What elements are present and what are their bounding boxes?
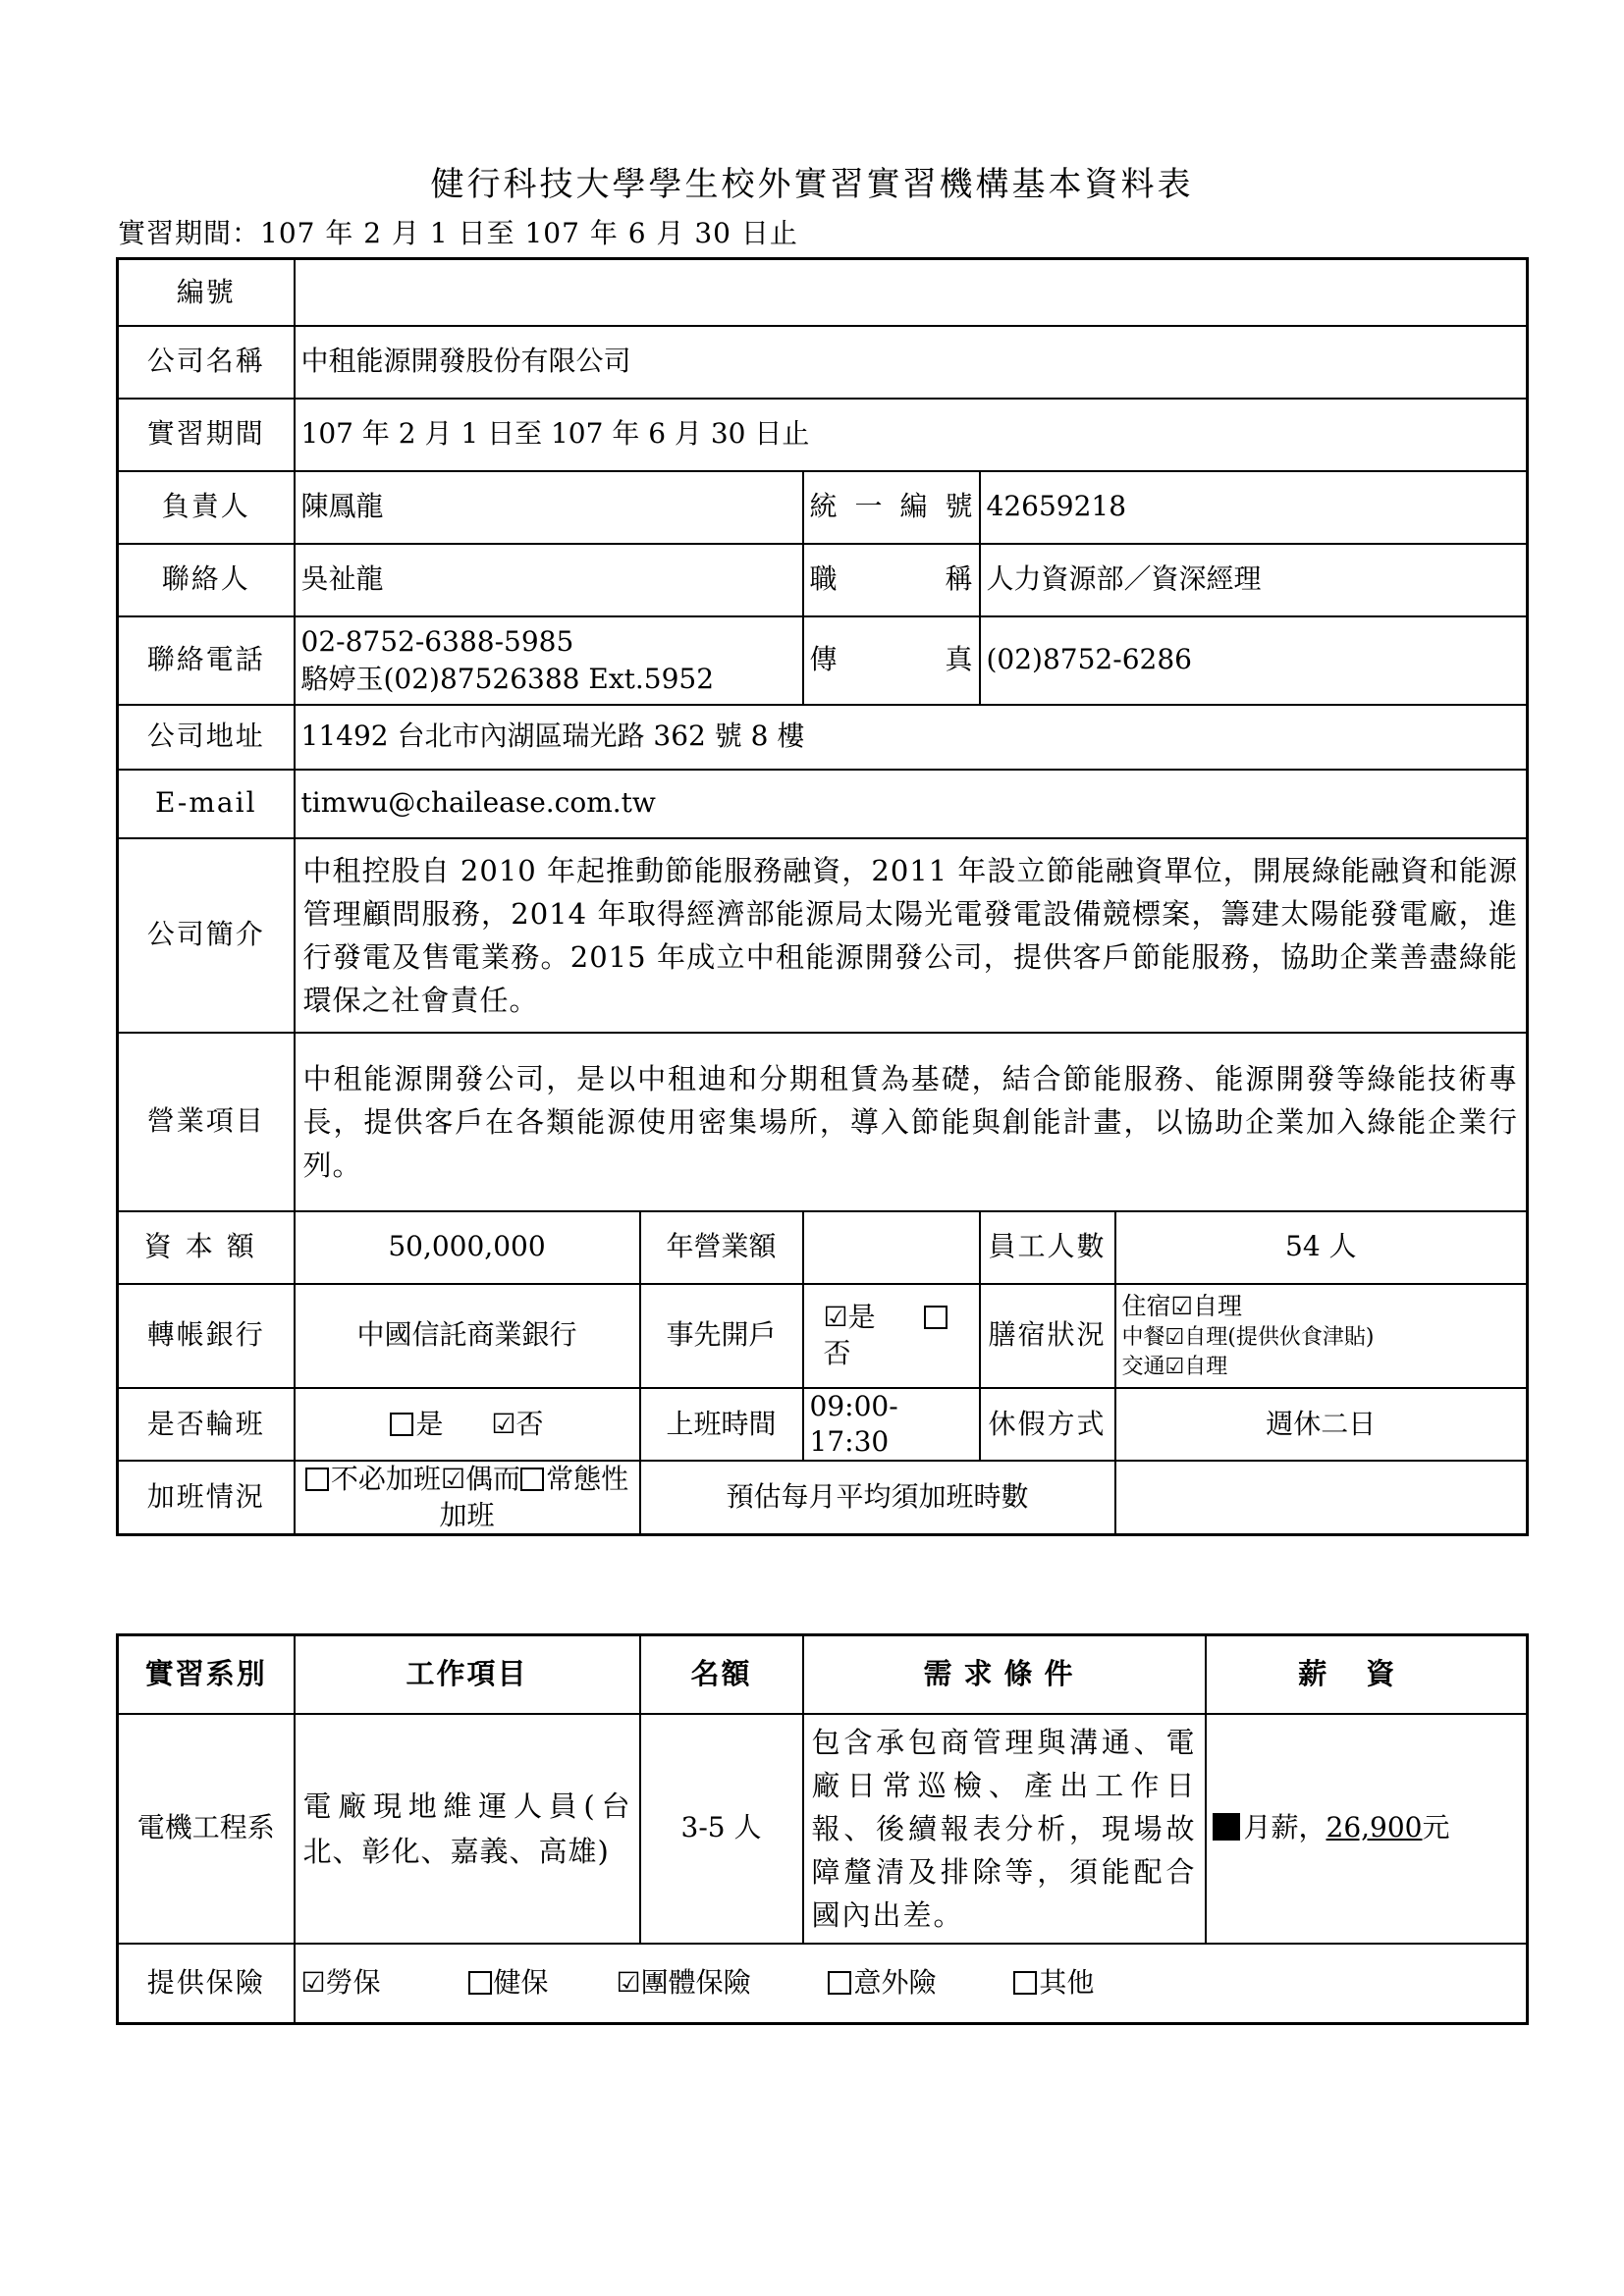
shift-options — [295, 1388, 640, 1462]
revenue-label: 年營業額 — [640, 1211, 803, 1284]
lodging-transport-option: 自理 — [1184, 1354, 1228, 1379]
overtime-hours-label: 預估每月平均須加班時數 — [640, 1461, 1115, 1534]
insurance-accident-checkbox[interactable] — [828, 1971, 851, 1995]
contact-value[interactable]: 吳祉龍 — [295, 544, 803, 616]
overtime-label: 加班情況 — [118, 1461, 295, 1534]
lodging-transport-checkbox-checked[interactable]: ☑ — [1164, 1354, 1185, 1379]
bank-value[interactable]: 中國信託商業銀行 — [295, 1284, 640, 1388]
period-value[interactable]: 107 年 2 月 1 日至 107 年 6 月 30 日止 — [295, 399, 1528, 471]
account-label: 事先開戶 — [640, 1284, 803, 1388]
company-info-table — [116, 257, 1529, 1536]
phone-line-2: 駱婷玉(02)87526388 Ext.5952 — [300, 662, 715, 695]
tax-id-label: 統一編號 — [803, 471, 980, 544]
job-quota[interactable]: 3-5 人 — [640, 1714, 803, 1944]
lodging-stay-option: 自理 — [1192, 1291, 1242, 1320]
leave-label: 休假方式 — [980, 1388, 1115, 1462]
page-title: 健行科技大學學生校外實習實習機構基本資料表 — [430, 165, 1194, 204]
overtime-regular-label: 常態性加班 — [439, 1463, 629, 1531]
phone-value[interactable] — [295, 616, 803, 705]
phone-label: 聯絡電話 — [118, 616, 295, 705]
insurance-other-checkbox[interactable] — [1013, 1971, 1037, 1995]
account-options — [803, 1284, 980, 1388]
job-dept[interactable]: 電機工程系 — [118, 1714, 295, 1944]
intro-value[interactable]: 中租控股自 2010 年起推動節能服務融資，2011 年設立節能融資單位，開展綠能融資和能源管理顧問服務，2014 年取得經濟部能源局太陽光電發電設備競標案，籌建太陽能發電廠，進行發電及售電業務。2015 年成立中租能源開發公司，提供客戶節能服務，協助企業善盡綠能環保之社會責任。 — [295, 838, 1528, 1033]
insurance-options — [295, 1944, 1528, 2024]
header-dept: 實習系別 — [118, 1635, 295, 1714]
job-requirement[interactable]: 包含承包商管理與溝通、電廠日常巡檢、產出工作日報、後續報表分析，現場故障釐清及排除等，須能配合國內出差。 — [803, 1714, 1206, 1944]
email-label: E-mail — [118, 770, 295, 838]
contact-label: 聯絡人 — [118, 544, 295, 616]
period-label: 實習期間 — [118, 399, 295, 471]
hours-label: 上班時間 — [640, 1388, 803, 1462]
insurance-label: 提供保險 — [118, 1944, 295, 2024]
lodging-lunch-option: 自理(提供伙食津貼) — [1184, 1324, 1375, 1350]
fax-value[interactable]: (02)8752-6286 — [980, 616, 1528, 705]
address-value[interactable]: 11492 台北市內湖區瑞光路 362 號 8 樓 — [295, 705, 1528, 770]
position-label: 職稱 — [803, 544, 980, 616]
lodging-stay-checkbox-checked[interactable]: ☑ — [1170, 1291, 1193, 1320]
overtime-hours-value[interactable] — [1115, 1461, 1528, 1534]
salary-unit: 元 — [1422, 1811, 1450, 1844]
insurance-other-label: 其他 — [1039, 1966, 1095, 2000]
insurance-group-checkbox-checked[interactable]: ☑ — [616, 1966, 641, 2000]
salary-amount: 26,900 — [1326, 1811, 1423, 1844]
lodging-transport-label: 交通 — [1121, 1354, 1165, 1379]
leave-value[interactable]: 週休二日 — [1115, 1388, 1528, 1462]
id-value[interactable] — [295, 259, 1528, 326]
capital-value[interactable]: 50,000,000 — [295, 1211, 640, 1284]
insurance-group-label: 團體保險 — [640, 1966, 751, 2000]
insurance-labor-checkbox-checked[interactable]: ☑ — [300, 1966, 326, 2000]
intro-label: 公司簡介 — [118, 838, 295, 1033]
overtime-none-label: 不必加班 — [330, 1463, 441, 1496]
salary-prefix: 月薪， — [1243, 1811, 1326, 1844]
insurance-labor-label: 勞保 — [325, 1966, 381, 2000]
owner-value[interactable]: 陳鳳龍 — [295, 471, 803, 544]
overtime-none-checkbox[interactable] — [305, 1468, 329, 1491]
revenue-value[interactable] — [803, 1211, 980, 1284]
shift-yes-label: 是 — [415, 1407, 444, 1440]
overtime-occasional-label: 偶而 — [465, 1463, 521, 1496]
shift-no-label: 否 — [515, 1407, 544, 1440]
staff-value[interactable]: 54 人 — [1115, 1211, 1528, 1284]
company-label: 公司名稱 — [118, 326, 295, 399]
salary-checkbox-filled[interactable] — [1213, 1813, 1240, 1841]
shift-no-checkbox-checked[interactable]: ☑ — [491, 1407, 516, 1440]
lodging-lunch-checkbox-checked[interactable]: ☑ — [1164, 1324, 1185, 1350]
account-no-label: 否 — [823, 1336, 851, 1369]
email-value[interactable]: timwu@chailease.com.tw — [295, 770, 1528, 838]
job-salary[interactable] — [1206, 1714, 1528, 1944]
lodging-stay-label: 住宿 — [1121, 1291, 1171, 1320]
position-value[interactable]: 人力資源部／資深經理 — [980, 544, 1528, 616]
header-quota: 名額 — [640, 1635, 803, 1714]
account-yes-checkbox-checked[interactable]: ☑ — [823, 1301, 848, 1334]
hours-value[interactable]: 09:00-17:30 — [803, 1388, 980, 1462]
insurance-health-label: 健保 — [493, 1966, 549, 2000]
header-job-item: 工作項目 — [295, 1635, 640, 1714]
tax-id-value[interactable]: 42659218 — [980, 471, 1528, 544]
business-label: 營業項目 — [118, 1033, 295, 1211]
business-value[interactable]: 中租能源開發公司，是以中租迪和分期租賃為基礎，結合節能服務、能源開發等綠能技術專長，提供客戶在各類能源使用密集場所，導入節能與創能計畫，以協助企業加入綠能企業行列。 — [295, 1033, 1528, 1211]
internship-jobs-table — [116, 1633, 1529, 2025]
overtime-regular-checkbox[interactable] — [520, 1468, 544, 1491]
bank-label: 轉帳銀行 — [118, 1284, 295, 1388]
header-requirement: 需求條件 — [803, 1635, 1206, 1714]
account-yes-label: 是 — [847, 1301, 876, 1334]
overtime-occasional-checkbox-checked[interactable]: ☑ — [440, 1463, 466, 1496]
header-salary: 薪資 — [1206, 1635, 1528, 1714]
company-value[interactable]: 中租能源開發股份有限公司 — [295, 326, 1528, 399]
lodging-lunch-label: 中餐 — [1121, 1324, 1165, 1350]
insurance-health-checkbox[interactable] — [468, 1971, 492, 1995]
shift-yes-checkbox[interactable] — [390, 1413, 413, 1436]
account-no-checkbox[interactable] — [924, 1306, 947, 1329]
fax-label: 傳真 — [803, 616, 980, 705]
owner-label: 負責人 — [118, 471, 295, 544]
job-item[interactable]: 電廠現地維運人員(台北、彰化、嘉義、高雄) — [295, 1714, 640, 1944]
overtime-options — [295, 1461, 640, 1534]
insurance-accident-label: 意外險 — [853, 1966, 937, 2000]
address-label: 公司地址 — [118, 705, 295, 770]
lodging-options — [1115, 1284, 1528, 1388]
period-line: 實習期間：107 年 2 月 1 日至 107 年 6 月 30 日止 — [118, 217, 798, 249]
capital-label: 資本額 — [118, 1211, 295, 1284]
job-row — [118, 1714, 1528, 1944]
staff-label: 員工人數 — [980, 1211, 1115, 1284]
id-label: 編號 — [118, 259, 295, 326]
shift-label: 是否輪班 — [118, 1388, 295, 1462]
lodging-label: 膳宿狀況 — [980, 1284, 1115, 1388]
phone-line-1: 02-8752-6388-5985 — [300, 624, 574, 658]
